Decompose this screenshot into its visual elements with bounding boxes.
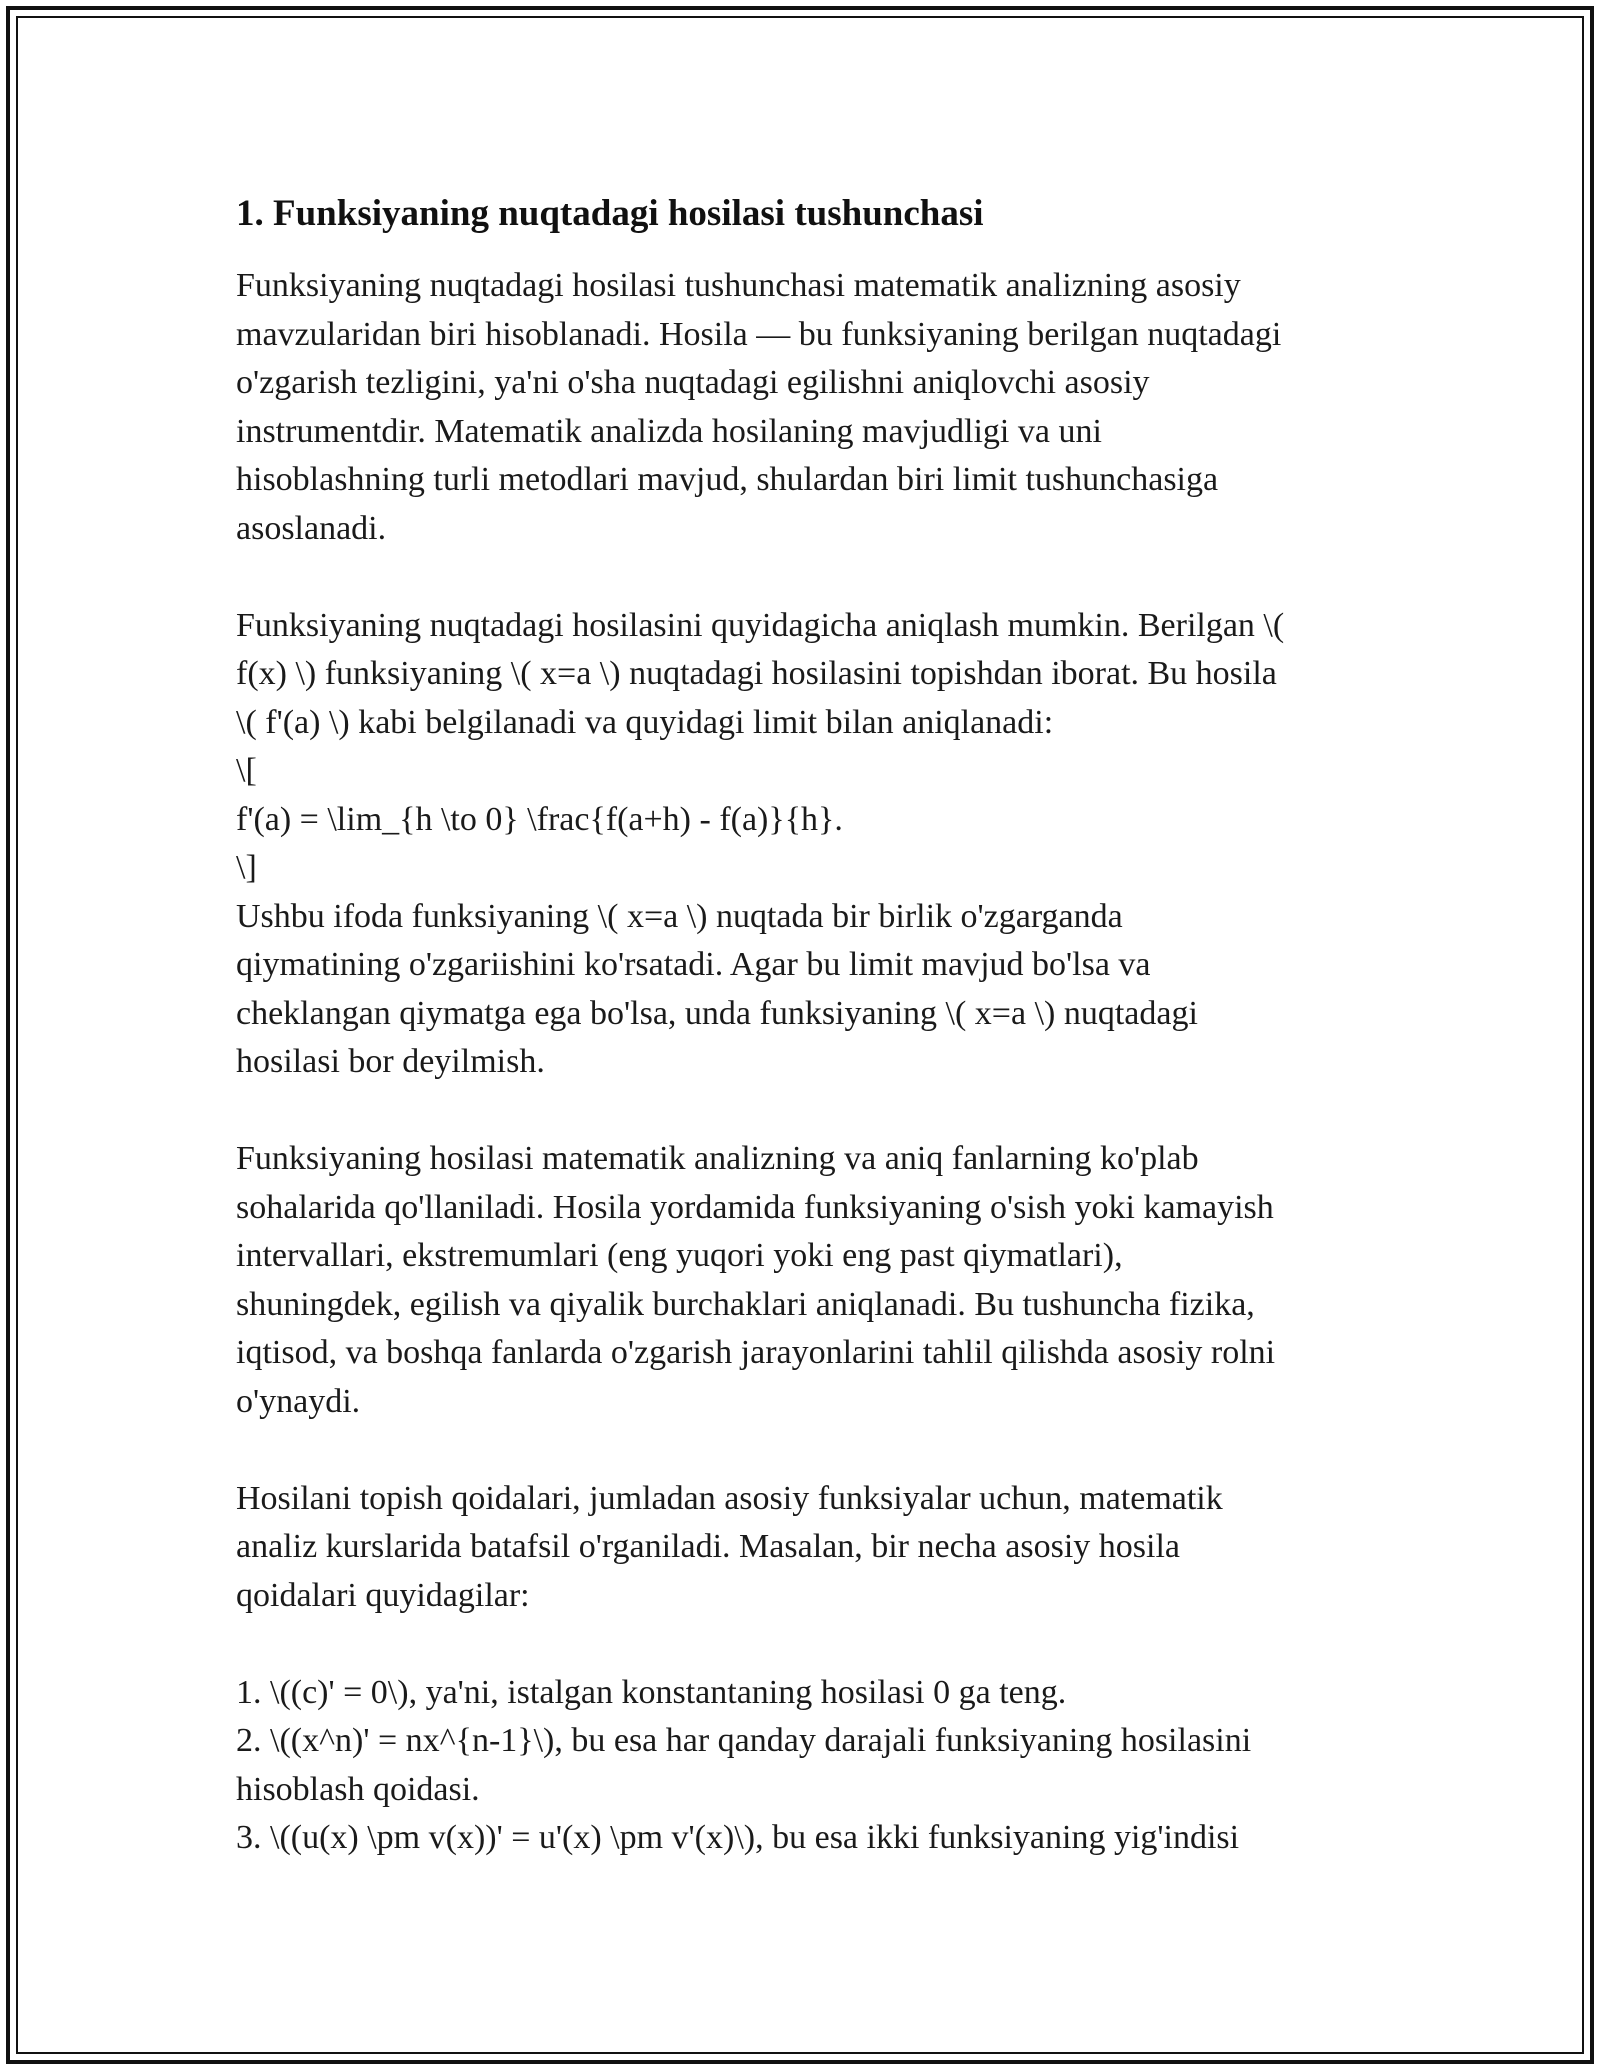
section-heading: 1. Funksiyaning nuqtadagi hosilasi tushunchasi xyxy=(236,193,984,234)
text-line: hisoblashning turli metodlari mavjud, shulardan biri limit tushunchasiga xyxy=(236,461,1219,498)
text-line: Funksiyaning hosilasi matematik analizning va aniq fanlarning ko'plab xyxy=(236,1140,1199,1177)
text-line: \] xyxy=(236,849,257,886)
text-line: iqtisod, va boshqa fanlarda o'zgarish jarayonlarini tahlil qilishda asosiy rolni xyxy=(236,1334,1276,1371)
paragraph xyxy=(236,1135,1376,1426)
text-line: Funksiyaning nuqtadagi hosilasini quyidagicha aniqlash mumkin. Berilgan \( xyxy=(236,606,1285,644)
paragraph-list xyxy=(236,262,1376,1863)
document-body xyxy=(236,186,1376,1911)
text-line: hosilasi bor deyilmish. xyxy=(236,1043,545,1080)
text-line: f(x) \) funksiyaning \( x=a \) nuqtadagi hosilasini topishdan iborat. Bu hosila xyxy=(236,655,1277,692)
text-line: Ushbu ifoda funksiyaning \( x=a \) nuqtada bir birlik o'zgarganda xyxy=(236,897,1123,935)
text-line: asoslanadi. xyxy=(236,509,387,547)
paragraph xyxy=(236,602,1376,1087)
text-line: f'(a) = \lim_{h \to 0} \frac{f(a+h) - f(a)}{h}. xyxy=(236,800,843,838)
paragraph xyxy=(236,262,1376,553)
text-line: instrumentdir. Matematik analizda hosilaning mavjudligi va uni xyxy=(236,412,1102,450)
text-line: \( f'(a) \) kabi belgilanadi va quyidagi limit bilan aniqlanadi: xyxy=(236,703,1054,741)
paragraph xyxy=(236,1669,1376,1863)
text-line: sohalarida qo'llaniladi. Hosila yordamida funksiyaning o'sish yoki kamayish xyxy=(236,1188,1274,1226)
text-line: 3. \((u(x) \pm v(x))' = u'(x) \pm v'(x)\), bu esa ikki funksiyaning yig'indisi xyxy=(236,1819,1240,1856)
text-line: shuningdek, egilish va qiyalik burchaklari aniqlanadi. Bu tushuncha fizika, xyxy=(236,1285,1255,1323)
text-line: cheklangan qiymatga ega bo'lsa, unda funksiyaning \( x=a \) nuqtadagi xyxy=(236,994,1198,1032)
paragraph xyxy=(236,1475,1376,1621)
text-line: \[ xyxy=(236,752,257,789)
text-line: mavzularidan biri hisoblanadi. Hosila — bu funksiyaning berilgan nuqtadagi xyxy=(236,315,1282,353)
text-line: Funksiyaning nuqtadagi hosilasi tushunchasi matematik analizning asosiy xyxy=(236,267,1241,304)
text-line: Hosilani topish qoidalari, jumladan asosiy funksiyalar uchun, matematik xyxy=(236,1479,1223,1517)
text-line: intervallari, ekstremumlari (eng yuqori yoki eng past qiymatlari), xyxy=(236,1237,1123,1274)
text-line: o'zgarish tezligini, ya'ni o'sha nuqtadagi egilishni aniqlovchi asosiy xyxy=(236,364,1150,401)
text-line: 2. \((x^n)' = nx^{n-1}\), bu esa har qanday darajali funksiyaning hosilasini xyxy=(236,1722,1252,1759)
text-line: qiymatining o'zgariishini ko'rsatadi. Agar bu limit mavjud bo'lsa va xyxy=(236,946,1151,983)
text-line: o'ynaydi. xyxy=(236,1382,361,1420)
text-line: analiz kurslarida batafsil o'rganiladi. Masalan, bir necha asosiy hosila xyxy=(236,1528,1180,1565)
text-line: qoidalari quyidagilar: xyxy=(236,1576,530,1614)
text-line: hisoblash qoidasi. xyxy=(236,1770,480,1808)
text-line: 1. \((c)' = 0\), ya'ni, istalgan konstantaning hosilasi 0 ga teng. xyxy=(236,1673,1067,1711)
